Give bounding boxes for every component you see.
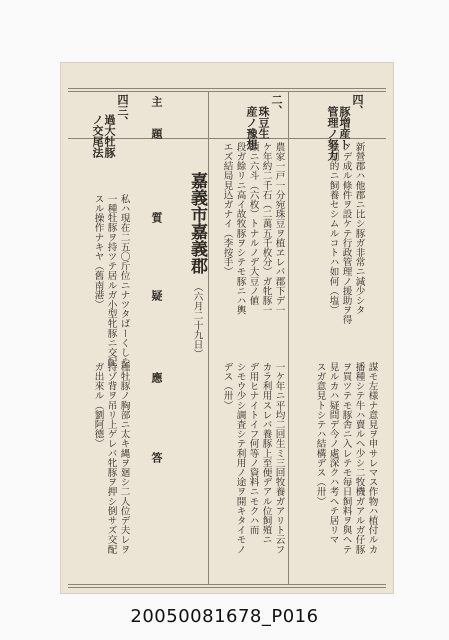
answer-2-line4: シモウ少シ調査シテ利用ノ途ヲ開キタイモノ <box>234 362 246 554</box>
section-2-body-line2: ケ年約二千石（二萬五千枚分）ガ牝豚一 <box>260 142 272 315</box>
section-4-title-line1: 豚増産ト <box>338 106 351 150</box>
section-2-body-line4: 段ガ餘リニ高イ故牧豚ヲシテモ豚ニハ輿 <box>234 142 246 315</box>
section-43-body-line1: 私ハ現在二五〇斤位ニナツタばーくしや <box>118 194 130 367</box>
section-43-body-line3: スル操作ナキヤ（舊南港） <box>92 194 104 310</box>
archive-id-caption: 20050081678_P016 <box>130 606 319 627</box>
document-page <box>60 62 394 594</box>
answer-2-line1: 一ケ年ニ平均二回生ミ三回牧養ガアリト云フ <box>273 362 285 554</box>
city-title: 嘉義市嘉義郡 <box>187 172 207 274</box>
answer-2-line3: デ用ヒナイトイフ何等ノ資料ニモクハ而 <box>247 362 259 535</box>
answer-1-line2: 播種シテ牛ハ賣ルヘ少シ二牧機ガアルガ仔豚 <box>353 362 365 554</box>
top-rule-inner <box>68 91 386 92</box>
qa-header-answer: 應 <box>150 372 163 383</box>
section-2-body-line1: 農家一戸一分宛珠豆ヲ植ヱレバ郡下デ一 <box>273 142 285 315</box>
answer-2-line5: デス（卅） <box>221 362 233 410</box>
answer-3-line2: 持ゾ背ヲ吊リ上ゲレバ牝豚ヲ押シ倒サズ交配 <box>105 362 117 554</box>
section-2-title-line1: 珠豆生 <box>257 106 270 139</box>
bottom-rule <box>68 584 386 585</box>
section-2-number: 二、 <box>270 94 283 116</box>
section-4-title-line2: 管理ノ努力 <box>326 106 339 161</box>
answer-1-line4: 見ルカハ疑問デ今ノ處深クハ考ヘテ居リマ <box>327 362 339 545</box>
answer-1-line5: スガ意見トシテハ結構デス（卅） <box>314 362 326 506</box>
qa-header-subject-2: 題 <box>150 128 163 139</box>
section-2-body-line5: エズ結局見込ガナイ（李按手） <box>221 142 233 277</box>
section-2-body-line3: 頭ニ六斗（六枚）トナルノデ大豆ノ値 <box>247 142 259 306</box>
section-4-body-line2: ノデ成ル條件ヲ設ケテ行政管理ノ援助ヲ得 <box>340 142 352 325</box>
city-date: （六月二十九日） <box>191 282 203 359</box>
section-2-title-line2: 産ノ豫想 <box>245 106 258 150</box>
column-divider-left <box>208 92 209 584</box>
qa-header-question: 質 <box>150 212 163 223</box>
answer-1-line3: ヲ買ツテモ豚舎ニ入レテモ毎日飼料ヲ與ヘテ <box>340 362 352 554</box>
section-4-body-line3: 強制的ニ飼養セシムルコトハ如何（塩） <box>327 142 339 315</box>
section-43-title-line2: ノ交尾法 <box>91 114 104 158</box>
qa-header-divider <box>68 138 208 139</box>
answer-2-line2: カラ利用スレバ養豚上至便デアル位飼殖ニ <box>260 362 272 545</box>
section-4-number: 四、 <box>351 94 364 116</box>
bottom-rule-inner <box>68 587 386 588</box>
column-divider-right <box>288 92 289 584</box>
qa-header-question-2: 疑 <box>150 290 163 301</box>
top-rule <box>68 88 386 89</box>
answer-3-line3: ガ出來ル（劉阿德） <box>92 362 104 449</box>
answer-1-line1: 謀モ左様ナ意見ヲ申サレマス作物ハ植付ルカ <box>366 362 378 554</box>
answer-3-line1: 種牡豚ノ胸部ニ太キ縄ヲ廻シ二人位デ夫レヲ <box>118 362 130 554</box>
qa-header-subject: 主 <box>150 96 163 107</box>
section-4-body-line1: 新營郡ハ他郡ニ比シ豚ガ非常ニ減少シタ <box>353 142 365 315</box>
section-43-number: 四三、 <box>116 94 129 127</box>
qa-header-answer-2: 答 <box>150 452 163 463</box>
section-43-body-line2: 一種牡豚ヲ持ツテ居ルガ小型牝豚ニ交配 <box>105 194 117 367</box>
section-43-title-line1: 過大牡豚 <box>103 114 116 158</box>
